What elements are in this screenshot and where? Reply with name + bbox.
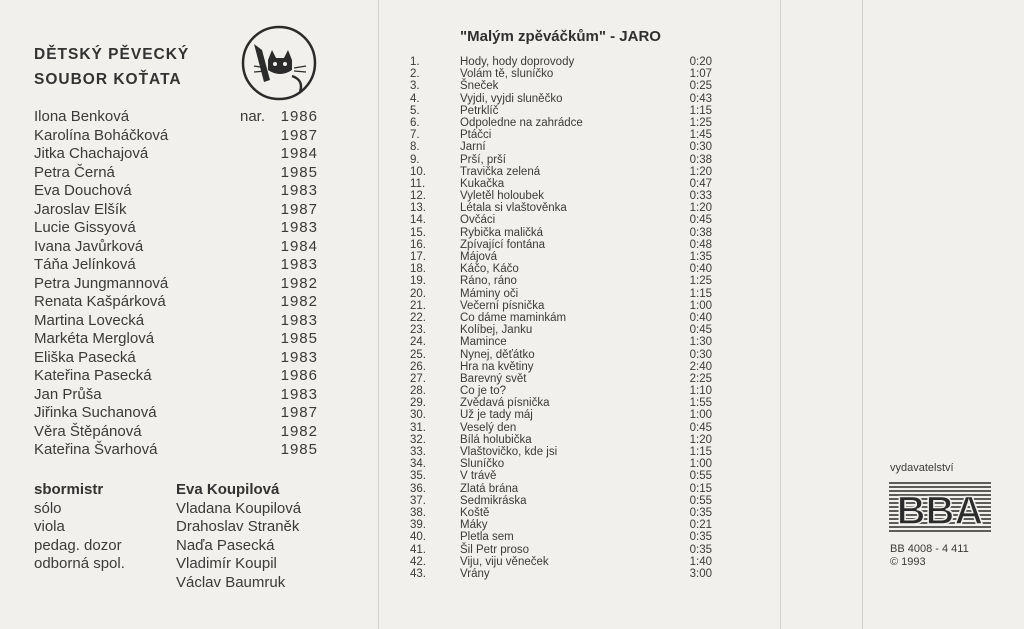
track-duration: 1:10 — [689, 385, 712, 398]
cat-logo-icon — [240, 24, 318, 102]
track-number: 17. — [410, 251, 426, 263]
track-row — [410, 544, 712, 556]
track-row — [410, 190, 712, 202]
track-number: 13. — [410, 202, 426, 215]
track-title: Ovčáci — [460, 214, 496, 227]
member-name: Eliška Pasecká — [34, 348, 136, 366]
member-name: Ilona Benková — [34, 108, 130, 125]
member-year: 1983 — [280, 385, 318, 403]
track-row — [410, 80, 712, 92]
publisher-logo — [889, 480, 991, 536]
track-duration: 0:40 — [689, 263, 712, 276]
track-duration: 0:40 — [689, 311, 712, 324]
member-name: Martina Lovecká — [34, 311, 145, 329]
track-list — [410, 56, 712, 580]
track-title: Bílá holubička — [460, 433, 532, 446]
member-year: 1983 — [280, 348, 318, 366]
track-row — [410, 56, 712, 68]
track-number: 5. — [410, 104, 420, 117]
member-name: Petra Černá — [34, 163, 115, 181]
credit-role: sólo — [34, 499, 62, 517]
track-row — [410, 129, 712, 141]
track-row — [410, 93, 712, 105]
credit-name: Eva Koupilová — [176, 481, 280, 498]
member-row — [34, 238, 324, 257]
track-duration: 0:20 — [689, 56, 712, 68]
member-row — [34, 367, 324, 386]
track-row — [410, 263, 712, 275]
track-number: 40. — [410, 531, 426, 544]
member-name: Věra Štěpánová — [34, 422, 142, 440]
track-title: Už je tady máj — [460, 409, 533, 422]
track-number: 28. — [410, 385, 426, 398]
track-duration: 1:00 — [689, 458, 712, 471]
track-title: Ráno, ráno — [460, 275, 517, 288]
track-row — [410, 349, 712, 361]
track-title: V trávě — [460, 470, 497, 483]
track-row — [410, 373, 712, 385]
member-name: Karolína Boháčková — [34, 126, 169, 144]
track-row — [410, 68, 712, 80]
member-row — [34, 312, 324, 331]
track-row — [410, 324, 712, 336]
member-row — [34, 441, 324, 460]
track-title: Létala si vlaštověnka — [460, 202, 567, 215]
fold-line-middle — [780, 0, 781, 629]
track-duration: 0:38 — [689, 226, 712, 239]
track-title: Veselý den — [460, 421, 517, 434]
credits-list — [34, 481, 334, 592]
choir-title — [34, 42, 189, 92]
track-number: 8. — [410, 141, 420, 154]
track-row — [410, 275, 712, 287]
member-row — [34, 386, 324, 405]
member-name: Kateřina Pasecká — [34, 367, 152, 384]
track-title: Kukačka — [460, 177, 505, 190]
track-duration: 1:45 — [689, 129, 712, 142]
track-row — [410, 117, 712, 129]
track-duration: 0:45 — [689, 421, 712, 434]
track-duration: 0:48 — [689, 238, 712, 251]
fold-line-right — [862, 0, 863, 629]
track-number: 16. — [410, 238, 426, 251]
track-title: Sedmikráska — [460, 494, 527, 507]
credit-name: Václav Baumruk — [176, 573, 286, 591]
track-row — [410, 166, 712, 178]
track-duration: 1:15 — [689, 446, 712, 458]
track-row — [410, 531, 712, 543]
member-row — [34, 330, 324, 349]
track-row — [410, 239, 712, 251]
member-year: 1986 — [280, 108, 318, 125]
track-duration: 1:15 — [689, 104, 712, 117]
track-title: Májová — [460, 251, 498, 263]
track-number: 9. — [410, 153, 420, 166]
credit-row — [34, 481, 334, 500]
track-title: Prší, prší — [460, 153, 507, 166]
track-row — [410, 312, 712, 324]
member-row — [34, 164, 324, 183]
member-name: Jan Průša — [34, 385, 102, 403]
track-duration: 1:20 — [689, 202, 712, 215]
track-title: Odpoledne na zahrádce — [460, 116, 583, 129]
publisher-label: vydavatelství — [890, 462, 954, 474]
choir-title-line1: DĚTSKÝ PĚVECKÝ — [34, 46, 190, 63]
track-number: 22. — [410, 311, 426, 324]
track-title: Zpívající fontána — [460, 238, 546, 251]
track-duration: 0:55 — [689, 470, 712, 483]
track-number: 41. — [410, 543, 426, 556]
track-title: Rybička maličká — [460, 226, 544, 239]
member-year: 1987 — [280, 200, 318, 218]
member-year: 1983 — [280, 182, 318, 199]
track-row — [410, 458, 712, 470]
member-row — [34, 275, 324, 294]
track-number: 35. — [410, 470, 426, 483]
track-title: Vyjdi, vyjdi sluněčko — [460, 92, 563, 105]
track-row — [410, 105, 712, 117]
member-row — [34, 423, 324, 442]
track-number: 2. — [410, 68, 420, 81]
track-number: 23. — [410, 324, 426, 337]
member-list — [34, 108, 324, 460]
track-duration: 0:35 — [689, 543, 712, 556]
member-name: Renata Kašpárková — [34, 293, 166, 310]
track-duration: 1:30 — [689, 336, 712, 349]
member-year: 1986 — [280, 367, 318, 384]
track-row — [410, 300, 712, 312]
track-number: 29. — [410, 397, 426, 410]
track-number: 32. — [410, 433, 426, 446]
track-duration: 2:25 — [689, 372, 712, 385]
member-row — [34, 108, 324, 127]
track-row — [410, 507, 712, 519]
track-title: Vlaštovičko, kde jsi — [460, 446, 558, 458]
track-number: 33. — [410, 446, 426, 458]
track-number: 27. — [410, 372, 426, 385]
track-title: Co dáme maminkám — [460, 311, 567, 324]
track-duration: 3:00 — [689, 567, 712, 580]
track-duration: 1:00 — [689, 409, 712, 422]
credit-row — [34, 518, 334, 537]
member-row — [34, 127, 324, 146]
choir-title-line2: SOUBOR KOŤATA — [34, 71, 182, 88]
track-number: 18. — [410, 263, 426, 276]
member-year: 1982 — [280, 274, 318, 292]
track-title: Ptáčci — [460, 129, 492, 142]
track-number: 20. — [410, 287, 426, 300]
track-title: Kolíbej, Janku — [460, 324, 533, 337]
track-title: Pletla sem — [460, 531, 514, 544]
track-duration: 0:21 — [689, 519, 712, 532]
publisher-logo-text: BBA — [896, 489, 984, 533]
track-number: 36. — [410, 482, 426, 495]
member-name: Jitka Chachajová — [34, 145, 149, 162]
track-duration: 0:38 — [689, 153, 712, 166]
member-year: 1984 — [280, 145, 318, 162]
track-duration: 1:00 — [689, 299, 712, 312]
credit-name: Drahoslav Straněk — [176, 518, 300, 535]
track-title: Vyletěl holoubek — [460, 190, 544, 203]
member-year: 1982 — [280, 422, 318, 440]
member-year: 1983 — [280, 256, 318, 273]
track-row — [410, 397, 712, 409]
track-number: 21. — [410, 299, 426, 312]
track-number: 37. — [410, 494, 426, 507]
track-row — [410, 385, 712, 397]
track-row — [410, 519, 712, 531]
track-title: Jarní — [460, 141, 486, 154]
track-title: Zlatá brána — [460, 482, 519, 495]
member-name: Jaroslav Elšík — [34, 200, 127, 218]
track-duration: 1:20 — [689, 165, 712, 178]
track-title: Máky — [460, 519, 488, 532]
track-title: Barevný svět — [460, 372, 527, 385]
track-title: Volám tě, sluníčko — [460, 68, 554, 81]
track-row — [410, 434, 712, 446]
track-duration: 0:55 — [689, 494, 712, 507]
track-number: 42. — [410, 555, 426, 568]
track-duration: 1:20 — [689, 433, 712, 446]
track-title: Koště — [460, 506, 490, 519]
member-name: Ivana Javůrková — [34, 237, 144, 255]
track-title: Šil Petr proso — [460, 543, 530, 556]
member-year: 1985 — [280, 330, 318, 347]
track-number: 3. — [410, 80, 420, 93]
track-duration: 0:33 — [689, 190, 712, 203]
track-duration: 0:45 — [689, 324, 712, 337]
credit-name: Vladana Koupilová — [176, 499, 302, 517]
track-title: Hody, hody doprovody — [460, 56, 575, 68]
track-number: 25. — [410, 348, 426, 361]
track-title: Káčo, Káčo — [460, 263, 519, 276]
track-number: 10. — [410, 165, 426, 178]
track-row — [410, 422, 712, 434]
credit-name: Vladimír Koupil — [176, 555, 277, 572]
track-title: Co je to? — [460, 385, 507, 398]
copyright: © 1993 — [890, 556, 926, 568]
track-row — [410, 178, 712, 190]
track-duration: 0:30 — [689, 348, 712, 361]
track-row — [410, 251, 712, 263]
track-title: Večerní písnička — [460, 299, 545, 312]
member-name: Eva Douchová — [34, 182, 132, 199]
fold-line-left — [378, 0, 379, 629]
track-row — [410, 409, 712, 421]
track-duration: 1:25 — [689, 116, 712, 129]
track-number: 26. — [410, 360, 426, 373]
member-name: Táňa Jelínková — [34, 256, 136, 273]
track-duration: 1:25 — [689, 275, 712, 288]
track-duration: 1:15 — [689, 287, 712, 300]
track-number: 34. — [410, 458, 426, 471]
track-number: 43. — [410, 567, 426, 580]
track-number: 14. — [410, 214, 426, 227]
track-duration: 0:35 — [689, 531, 712, 544]
track-number: 24. — [410, 336, 426, 349]
credit-role: viola — [34, 518, 65, 535]
track-number: 11. — [410, 177, 426, 190]
credit-row — [34, 555, 334, 574]
track-duration: 0:30 — [689, 141, 712, 154]
track-number: 12. — [410, 190, 426, 203]
album-title: "Malým zpěváčkům" - JARO — [460, 28, 661, 45]
track-number: 1. — [410, 56, 420, 68]
member-name: Lucie Gissyová — [34, 219, 136, 236]
member-row — [34, 182, 324, 201]
track-number: 39. — [410, 519, 426, 532]
member-year: 1987 — [280, 404, 318, 421]
track-number: 6. — [410, 116, 420, 129]
credit-role: sbormistr — [34, 481, 104, 498]
track-duration: 0:47 — [689, 177, 712, 190]
track-row — [410, 227, 712, 239]
track-duration: 0:35 — [689, 506, 712, 519]
member-birth-label: nar. — [240, 108, 266, 125]
track-title: Viju, viju věneček — [460, 555, 549, 568]
track-duration: 0:45 — [689, 214, 712, 227]
track-title: Máminy oči — [460, 287, 519, 300]
member-name: Petra Jungmannová — [34, 274, 169, 292]
track-row — [410, 568, 712, 580]
track-duration: 1:40 — [689, 555, 712, 568]
track-title: Zvědavá písnička — [460, 397, 550, 410]
track-row — [410, 288, 712, 300]
member-row — [34, 201, 324, 220]
track-title: Nynej, děťátko — [460, 348, 535, 361]
track-row — [410, 141, 712, 153]
track-title: Mamince — [460, 336, 507, 349]
track-duration: 1:07 — [689, 68, 712, 81]
track-row — [410, 202, 712, 214]
member-name: Jiřinka Suchanová — [34, 404, 157, 421]
credit-role: pedag. dozor — [34, 536, 122, 554]
credit-name: Naďa Pasecká — [176, 536, 275, 554]
track-number: 31. — [410, 421, 426, 434]
member-year: 1985 — [280, 163, 318, 181]
member-year: 1983 — [280, 311, 318, 329]
track-duration: 1:55 — [689, 397, 712, 410]
member-year: 1983 — [280, 219, 318, 236]
credit-row — [34, 574, 334, 593]
member-row — [34, 256, 324, 275]
track-number: 38. — [410, 506, 426, 519]
member-row — [34, 219, 324, 238]
track-row — [410, 556, 712, 568]
credit-row — [34, 537, 334, 556]
track-row — [410, 361, 712, 373]
track-row — [410, 336, 712, 348]
member-year: 1985 — [280, 441, 318, 458]
member-row — [34, 349, 324, 368]
track-number: 4. — [410, 92, 420, 105]
member-name: Markéta Merglová — [34, 330, 155, 347]
member-row — [34, 404, 324, 423]
track-row — [410, 214, 712, 226]
track-duration: 2:40 — [689, 360, 712, 373]
track-number: 15. — [410, 226, 426, 239]
track-row — [410, 470, 712, 482]
catalog-number: BB 4008 - 4 411 — [890, 543, 969, 555]
credit-role: odborná spol. — [34, 555, 125, 572]
track-row — [410, 495, 712, 507]
track-title: Sluníčko — [460, 458, 505, 471]
track-title: Hra na květiny — [460, 360, 534, 373]
member-year: 1984 — [280, 237, 318, 255]
member-year: 1982 — [280, 293, 318, 310]
member-row — [34, 293, 324, 312]
track-row — [410, 154, 712, 166]
member-name: Kateřina Švarhová — [34, 441, 158, 458]
track-duration: 0:43 — [689, 92, 712, 105]
member-year: 1987 — [280, 126, 318, 144]
track-title: Šneček — [460, 80, 499, 93]
member-row — [34, 145, 324, 164]
credit-row — [34, 500, 334, 519]
track-duration: 0:15 — [689, 482, 712, 495]
track-title: Petrklíč — [460, 104, 499, 117]
track-number: 30. — [410, 409, 426, 422]
track-number: 19. — [410, 275, 426, 288]
track-duration: 0:25 — [689, 80, 712, 93]
track-row — [410, 446, 712, 458]
track-number: 7. — [410, 129, 420, 142]
track-title: Vrány — [460, 567, 490, 580]
track-title: Travička zelená — [460, 165, 541, 178]
track-duration: 1:35 — [689, 251, 712, 263]
track-row — [410, 483, 712, 495]
